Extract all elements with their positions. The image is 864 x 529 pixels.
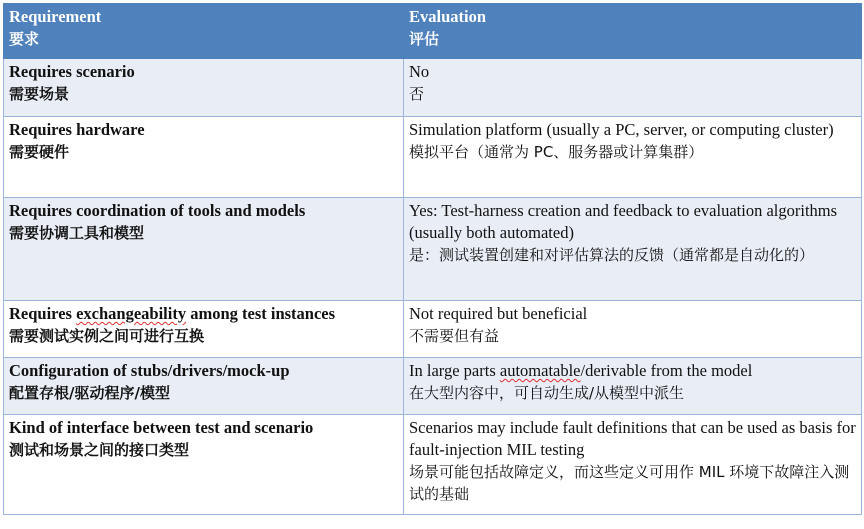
table-row <box>4 198 862 301</box>
requirement-en: Requires coordination of tools and models <box>9 201 306 220</box>
requirement-zh: 配置存根/驱动程序/模型 <box>9 384 170 402</box>
header-requirement-cell <box>4 4 404 59</box>
evaluation-cell <box>404 301 862 358</box>
evaluation-en: No <box>409 62 430 81</box>
table-header-row <box>4 4 862 59</box>
evaluation-en: Not required but beneficial <box>409 304 588 323</box>
spellcheck-flagged-word: automatable <box>499 361 581 380</box>
table-row <box>4 415 862 515</box>
requirement-en: Configuration of stubs/drivers/mock-up <box>9 361 290 380</box>
evaluation-cell <box>404 59 862 117</box>
header-evaluation-en: Evaluation <box>409 7 487 26</box>
evaluation-zh: 场景可能包括故障定义，而这些定义可用作 MIL 环境下故障注入测试的基础 <box>409 463 850 503</box>
evaluation-en: Simulation platform (usually a PC, server, or computing cluster) <box>409 120 834 139</box>
spellcheck-flagged-word: exchangeability <box>76 304 187 323</box>
table-row <box>4 59 862 117</box>
evaluation-cell <box>404 198 862 301</box>
requirement-en: Kind of interface between test and scenario <box>9 418 314 437</box>
requirement-zh: 需要协调工具和模型 <box>9 224 145 242</box>
requirement-en: Requires hardware <box>9 120 145 139</box>
requirements-evaluation-table <box>3 3 862 515</box>
requirement-cell <box>4 59 404 117</box>
evaluation-en-part: /derivable from the model <box>580 361 753 380</box>
requirement-en: Requires scenario <box>9 62 135 81</box>
table-row <box>4 358 862 415</box>
table-row <box>4 117 862 198</box>
evaluation-zh: 不需要但有益 <box>409 327 500 345</box>
evaluation-zh: 在大型内容中，可自动生成/从模型中派生 <box>409 384 685 402</box>
header-requirement-zh: 要求 <box>9 30 40 48</box>
requirement-cell <box>4 117 404 198</box>
evaluation-cell <box>404 117 862 198</box>
evaluation-en: Scenarios may include fault definitions that can be used as basis for fault-injection MIL testing <box>409 418 856 459</box>
requirement-zh: 需要场景 <box>9 85 70 103</box>
evaluation-en-part: In large parts <box>409 361 500 380</box>
requirement-cell <box>4 415 404 515</box>
requirement-cell <box>4 198 404 301</box>
requirement-en <box>9 303 398 325</box>
header-evaluation-cell <box>404 4 862 59</box>
requirement-zh: 需要硬件 <box>9 143 70 161</box>
requirement-zh: 需要测试实例之间可进行互换 <box>9 327 205 345</box>
requirement-cell <box>4 301 404 358</box>
evaluation-zh: 是：测试装置创建和对评估算法的反馈（通常都是自动化的） <box>409 246 815 264</box>
evaluation-en <box>409 360 856 382</box>
evaluation-zh: 否 <box>409 85 425 103</box>
requirement-cell <box>4 358 404 415</box>
header-evaluation-zh: 评估 <box>409 30 440 48</box>
evaluation-cell <box>404 415 862 515</box>
requirement-en-part: among test instances <box>186 304 336 323</box>
header-requirement-en: Requirement <box>9 7 102 26</box>
requirement-zh: 测试和场景之间的接口类型 <box>9 441 190 459</box>
evaluation-en: Yes: Test-harness creation and feedback to evaluation algorithms (usually both automated) <box>409 201 838 242</box>
evaluation-cell <box>404 358 862 415</box>
evaluation-zh: 模拟平台（通常为 PC、服务器或计算集群） <box>409 143 704 161</box>
table-row <box>4 301 862 358</box>
requirement-en-part: Requires <box>9 304 77 323</box>
